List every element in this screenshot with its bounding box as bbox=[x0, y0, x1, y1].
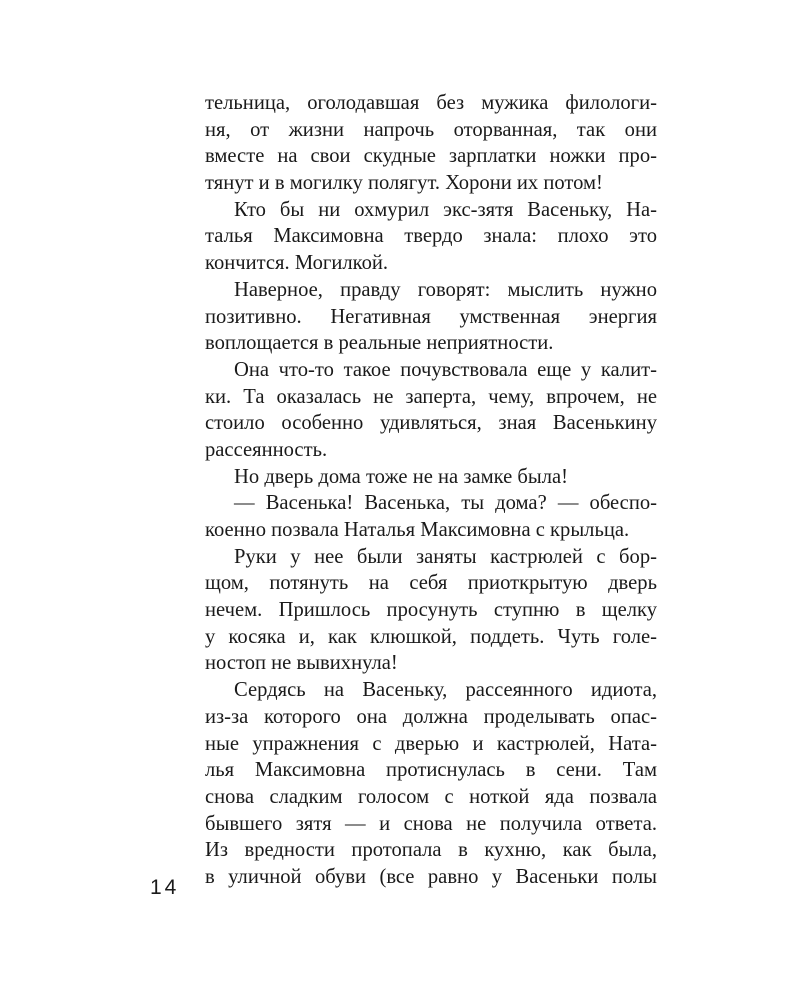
text-line: стоило особенно удивляться, зная Васенькину bbox=[205, 412, 657, 435]
text-line: ные упражнения с дверью и кастрюлей, Ната- bbox=[205, 732, 657, 755]
text-line: воплощается в реальные неприятности. bbox=[205, 332, 554, 355]
page-number: 14 bbox=[150, 876, 180, 899]
text-line: щом, потянуть на себя приоткрытую дверь bbox=[205, 572, 657, 595]
text-line: у косяка и, как клюшкой, поддеть. Чуть голе- bbox=[205, 625, 657, 648]
text-line: Она что-то такое почувствовала еще у калит- bbox=[234, 358, 657, 381]
text-line: ностоп не вывихнула! bbox=[205, 652, 398, 675]
text-line: позитивно. Негативная умственная энергия bbox=[205, 305, 657, 328]
text-line: тянут и в могилку полягут. Хорони их потом! bbox=[205, 172, 603, 195]
text-line: Кто бы ни охмурил экс-зятя Васеньку, На- bbox=[234, 198, 657, 221]
text-line: ня, от жизни напрочь оторванная, так они bbox=[205, 118, 657, 141]
text-line: Сердясь на Васеньку, рассеянного идиота, bbox=[234, 679, 657, 702]
text-line: из-за которого она должна проделывать опас- bbox=[205, 705, 657, 728]
text-line: талья Максимовна твердо знала: плохо это bbox=[205, 225, 657, 248]
text-line: Наверное, правду говорят: мыслить нужно bbox=[234, 278, 657, 301]
text-line: Руки у нее были заняты кастрюлей с бор- bbox=[234, 545, 657, 568]
text-line: вместе на свои скудные зарплатки ножки про- bbox=[205, 145, 657, 168]
text-line: Из вредности протопала в кухню, как была, bbox=[205, 839, 657, 862]
text-line: Но дверь дома тоже не на замке была! bbox=[234, 465, 568, 488]
text-line: бывшего зятя — и снова не получила ответа. bbox=[205, 812, 657, 835]
text-line: коенно позвала Наталья Максимовна с крыльца. bbox=[205, 519, 630, 541]
body-text bbox=[205, 90, 657, 891]
text-line: рассеянность. bbox=[205, 438, 328, 461]
text-line: в уличной обуви (все равно у Васеньки полы bbox=[205, 865, 657, 888]
text-line: кончится. Могилкой. bbox=[205, 252, 389, 275]
text-line: лья Максимовна протиснулась в сени. Там bbox=[205, 759, 657, 782]
text-line: — Васенька! Васенька, ты дома? — обеспо- bbox=[234, 492, 657, 515]
text-line: ки. Та оказалась не заперта, чему, впрочем, не bbox=[205, 385, 657, 408]
text-line: тельница, оголодавшая без мужика филологи- bbox=[205, 92, 657, 114]
text-line: нечем. Пришлось просунуть ступню в щелку bbox=[205, 599, 657, 622]
text-line: снова сладким голосом с ноткой яда позвала bbox=[205, 785, 657, 808]
